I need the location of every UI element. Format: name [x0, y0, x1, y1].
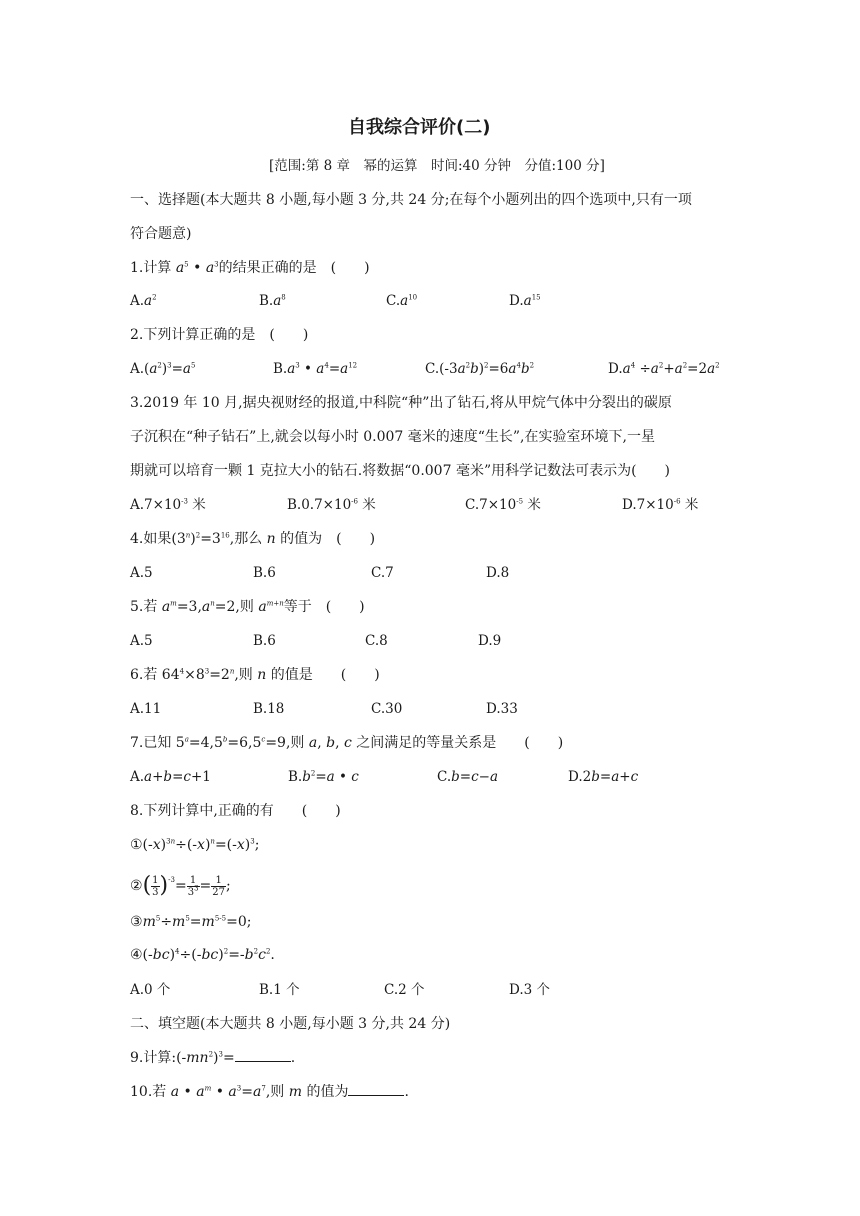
q3-option-d: $D.7\times 10^{-6}$ 米 — [622, 497, 699, 513]
q5-stem: 5.若 $a^m=3,a^n=2$,则 $a^{m+n}$等于 ( ) — [130, 599, 365, 615]
q4-stem: 4.如果$(3^n)^2=3^{16}$,那么 n 的值为 ( ) — [130, 531, 376, 547]
q6-option-a: A.11 — [130, 701, 162, 717]
q4-option-b: B.6 — [253, 565, 276, 581]
q1-option-c: $C.a^{10}$ — [386, 293, 418, 309]
q8-item-3: $③m^5\div m^5=m^{5-5}=0$; — [130, 914, 252, 930]
q7-option-d: D.2b=a+c — [568, 769, 639, 785]
q10-stem: 10.若 a • $a^m$ • $a^3=a^7$,则 m 的值为 . — [130, 1084, 409, 1100]
q9-stem: 9.计算$:(-mn^2)^3=$ . — [130, 1050, 296, 1066]
q3-line1: 3.2019 年 10 月,据央视财经的报道,中科院“种”出了钻石,将从甲烷气体中分裂出的碳原 — [130, 395, 672, 411]
q6-option-d: D.33 — [486, 701, 518, 717]
q2-stem: 2.下列计算正确的是 ( ) — [130, 327, 309, 343]
q8-option-b: B.1 个 — [259, 982, 300, 998]
q8-option-a: A.0 个 — [130, 982, 171, 998]
q3-line3: 期就可以培育一颗 1 克拉大小的钻石.将数据“0.007 毫米”用科学记数法可表示为( ) — [130, 463, 671, 479]
q5-option-a: A.5 — [130, 633, 153, 649]
q5-option-d: D.9 — [478, 633, 502, 649]
q4-option-a: A.5 — [130, 565, 153, 581]
q2-option-d: $D.a^4 \div a^2+a^2=2a^2$ — [608, 361, 720, 377]
q1-stem: 1.计算 $a^5$ • $a^3$的结果正确的是 ( ) — [130, 260, 370, 276]
q6-option-c: C.30 — [371, 701, 403, 717]
section1-heading-line1: 一、选择题(本大题共 8 小题,每小题 3 分,共 24 分;在每个小题列出的四个选项中,只有一项 — [130, 192, 692, 208]
q5-option-c: C.8 — [365, 633, 388, 649]
page-subtitle: [范围:第 8 章 幂的运算 时间:40 分钟 分值:100 分] — [269, 158, 605, 174]
q10-answer-blank[interactable] — [348, 1083, 404, 1096]
q4-option-c: C.7 — [371, 565, 394, 581]
q2-option-b: $B.a^3$ • $a^4=a^{12}$ — [273, 361, 358, 377]
q1-option-d: $D.a^{15}$ — [509, 293, 541, 309]
page-title: 自我综合评价(二) — [348, 117, 491, 138]
q7-option-c: C.b=c−a — [437, 769, 499, 785]
q8-item-1: $①(-x)^{3n}\div(-x)^n=(-x)^3$; — [130, 837, 260, 853]
q2-option-c: $C.(-3a^2b)^2=6a^4b^2$ — [425, 361, 535, 377]
q8-item-4: $④(-bc)^4\div(-bc)^2=-b^2c^2$. — [130, 947, 275, 963]
q3-option-b: $B.0.7\times 10^{-6}$ 米 — [287, 497, 376, 513]
q7-stem: 7.已知 $5^a=4,5^b=6,5^c=9$,则 a, b, c 之间满足的等量关系是 ( ) — [130, 735, 564, 751]
q8-item-2: ②( $\frac{1}{3}$ )$^{-3}$= $\frac{1}{3^3}$ = $\frac{1}{27}$ ; — [130, 873, 231, 898]
q6-option-b: B.18 — [253, 701, 285, 717]
q7-option-a: A.a+b=c+1 — [130, 769, 211, 785]
q8-option-d: D.3 个 — [509, 982, 551, 998]
q3-line2: 子沉积在“种子钻石”上,就会以每小时 0.007 毫米的速度“生长”,在实验室环境下,一星 — [130, 429, 655, 445]
q6-stem: 6.若 $64^4\times 8^3=2^n$,则 n 的值是 ( ) — [130, 667, 380, 683]
q1-option-b: $B.a^8$ — [259, 293, 286, 309]
section1-heading-line2: 符合题意) — [130, 226, 192, 242]
q4-option-d: D.8 — [486, 565, 510, 581]
section2-heading: 二、填空题(本大题共 8 小题,每小题 3 分,共 24 分) — [130, 1016, 451, 1032]
q8-stem: 8.下列计算中,正确的有 ( ) — [130, 803, 341, 819]
q3-option-c: $C.7\times 10^{-5}$ 米 — [465, 497, 541, 513]
q2-option-a: $A.(a^2)^3=a^5$ — [130, 361, 196, 377]
q3-option-a: $A.7\times 10^{-3}$ 米 — [130, 497, 206, 513]
q7-option-b: $B.b^2=a$ • c — [288, 769, 359, 785]
q9-answer-blank[interactable] — [235, 1049, 291, 1062]
q5-option-b: B.6 — [253, 633, 276, 649]
q1-option-a: $A.a^2$ — [130, 293, 157, 309]
q8-option-c: C.2 个 — [384, 982, 425, 998]
